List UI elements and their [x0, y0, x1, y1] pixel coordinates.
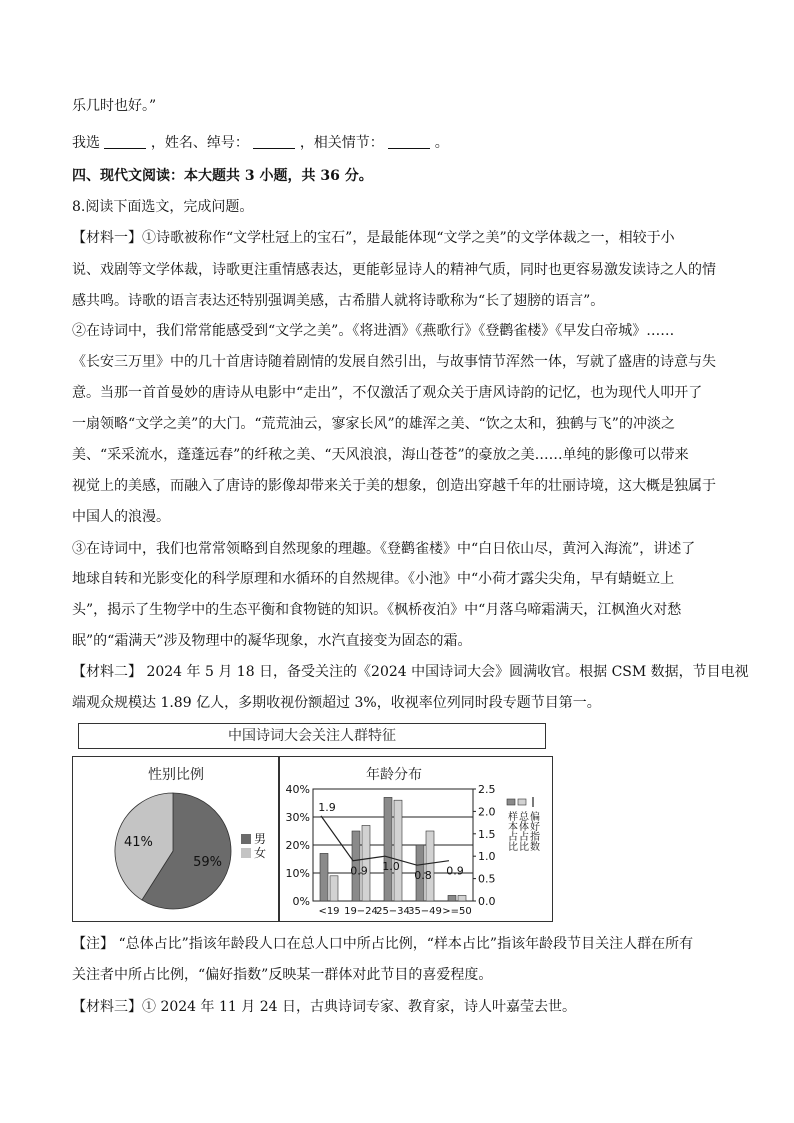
answer-blank-choice[interactable] [104, 134, 146, 149]
bar-sample-share [384, 797, 392, 901]
answer-prefix: 我选 [72, 135, 100, 151]
answer-plot-label: ，相关情节： [299, 135, 384, 151]
material-1-line: ②在诗词中，我们常常能感受到“文学之美”。《将进酒》《燕歌行》《登鹳雀楼》《早发白帝城》…… [72, 323, 675, 339]
pie-slice-label: 41% [124, 834, 153, 850]
pie-chart-title: 性别比例 [148, 767, 204, 783]
material-2-line: 端观众规模达 1.89 亿人，多期收视份额超过 3%，收视率位列同时段专题节目第一。 [72, 695, 601, 711]
y-right-tick-label: 2.0 [478, 805, 496, 819]
answer-line [72, 133, 722, 153]
bar-overall-share [330, 876, 338, 901]
bar-overall-share [426, 831, 434, 901]
pie-chart-panel [72, 756, 280, 922]
x-tick-label: 35−49 [408, 906, 442, 917]
material-1-line: 意。当那一首首曼妙的唐诗从电影中“走出”，不仅激活了观众关于唐风诗韵的记忆，也为现代人叩开了 [72, 385, 703, 401]
material-1-line: 说、戏剧等文学体裁，诗歌更注重情感表达，更能彰显诗人的精神气质，同时也更容易激发读诗之人的情 [72, 262, 716, 278]
bar-chart-title: 年龄分布 [366, 767, 422, 783]
text-line: 乐几时也好。” [72, 98, 157, 114]
bar-overall-share [394, 800, 402, 901]
x-tick-label: >=50 [442, 906, 472, 917]
y-right-tick-label: 0.5 [478, 872, 496, 886]
x-tick-label: 25−34 [376, 906, 410, 917]
y-right-tick-label: 2.5 [478, 783, 496, 796]
y-left-tick-label: 30% [285, 811, 310, 824]
material-2-line: 【材料二】 2024 年 5 月 18 日，备受关注的《2024 中国诗词大会》圆满收官。根据 CSM 数据，节目电视 [72, 664, 749, 680]
material-1-line: 头”，揭示了生物学中的生态平衡和食物链的知识。《枫桥夜泊》中“月落乌啼霜满天，江枫渔火对愁 [72, 602, 682, 618]
preference-index-label: 0.9 [446, 864, 464, 878]
y-right-tick-label: 0.0 [478, 895, 496, 908]
pie-chart [73, 757, 279, 921]
material-1-line: 视觉上的美感，而融入了唐诗的影像却带来关于美的想象，创造出穿越千年的壮丽诗境，这大概是独属于 [72, 478, 716, 494]
answer-end: 。 [434, 135, 449, 151]
section-heading: 四、现代文阅读：本大题共 3 小题，共 36 分。 [72, 168, 373, 184]
material-1-line: 一扇领略“文学之美”的大门。“荒荒油云，寥家长风”的雄浑之美、“饮之太和，独鹤与飞”的冲淡之 [72, 416, 675, 432]
material-1-line: 中国人的浪漫。 [72, 509, 170, 525]
answer-name-label: ，姓名、绰号： [150, 135, 249, 151]
material-1-line: 感共鸣。诗歌的语言表达还特别强调美感，古希腊人就将诗歌称为“长了翅膀的语言”。 [72, 293, 605, 309]
material-1-line: 眠”的“霜满天”涉及物理中的凝华现象，水汽直接变为固态的霜。 [72, 633, 472, 649]
preference-index-label: 0.9 [350, 864, 368, 878]
material-1-line: 美、“采采流水，蓬蓬远春”的纤秾之美、“天风浪浪，海山苍苍”的豪放之美……单纯的影像可以带来 [72, 447, 689, 463]
question-stem: 8.阅读下面选文，完成问题。 [72, 199, 254, 215]
x-tick-label: 19−24 [344, 906, 378, 917]
note-line: 【注】 “总体占比”指该年龄段人口在总人口中所占比例，“样本占比”指该年龄段节目关注人群在所有 [72, 936, 694, 952]
y-left-tick-label: 40% [285, 783, 310, 796]
bar-overall-share [362, 825, 370, 901]
bar-sample-share [320, 853, 328, 901]
legend-label: 总体占比 [516, 811, 528, 851]
legend-label: 样本占比 [505, 811, 517, 851]
bar-overall-share [458, 895, 466, 901]
y-left-tick-label: 0% [292, 895, 310, 908]
material-1-line: 【材料一】①诗歌被称作“文学杜冠上的宝石”，是最能体现“文学之美”的文学体裁之一，相较于小 [72, 230, 675, 246]
material-1-line: 《长安三万里》中的几十首唐诗随着剧情的发展自然引出，与故事情节浑然一体，写就了盛唐的诗意与失 [72, 354, 716, 370]
preference-index-label: 0.8 [414, 869, 432, 883]
x-tick-label: <19 [318, 906, 340, 917]
material-1-line: 地球自转和光影变化的科学原理和水循环的自然规律。《小池》中“小荷才露尖尖角，早有蜻蜓立上 [72, 571, 675, 587]
material-1-line: ③在诗词中，我们也常常领略到自然现象的理趣。《登鹳雀楼》中“白日依山尽，黄河入海流”，讲述了 [72, 541, 696, 557]
pie-legend-label: 男 [254, 832, 267, 846]
pie-legend-swatch [241, 848, 251, 858]
figure-title: 中国诗词大会关注人群特征 [78, 723, 546, 749]
answer-blank-name[interactable] [253, 134, 295, 149]
legend-label: 偏好指数 [527, 811, 539, 851]
preference-index-label: 1.0 [382, 860, 400, 874]
y-right-tick-label: 1.5 [478, 827, 496, 841]
y-left-tick-label: 20% [285, 839, 310, 852]
pie-slice-label: 59% [193, 855, 222, 871]
note-line: 关注者中所占比例，“偏好指数”反映某一群体对此节目的喜爱程度。 [72, 967, 493, 983]
y-right-tick-label: 1.0 [478, 850, 496, 864]
material-3-line: 【材料三】① 2024 年 11 月 24 日，古典诗词专家、教育家，诗人叶嘉莹去世。 [72, 999, 576, 1015]
bar-chart [279, 757, 552, 921]
pie-legend-label: 女 [254, 846, 267, 860]
legend-swatch [518, 799, 526, 805]
preference-index-label: 1.9 [318, 800, 336, 814]
bar-sample-share [448, 895, 456, 901]
legend-swatch [507, 799, 515, 805]
answer-blank-plot[interactable] [388, 134, 430, 149]
bar-chart-panel [278, 756, 553, 922]
y-left-tick-label: 10% [285, 867, 310, 880]
pie-legend-swatch [241, 834, 251, 844]
